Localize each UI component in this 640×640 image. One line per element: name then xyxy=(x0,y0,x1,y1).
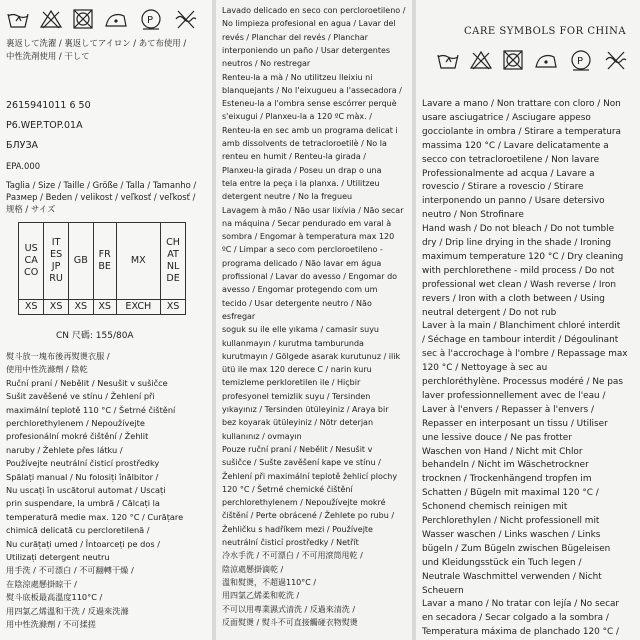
care-text-line: perchlorethylenem / Nepoužívejte xyxy=(6,418,145,428)
product-name-ru: БЛУЗА xyxy=(6,140,39,151)
size-header-us: US CA CO xyxy=(19,223,44,300)
care-text-line: Ruční praní / Nebělit / Nesušit v sušičce xyxy=(6,377,168,388)
care-text-line: Professionalmente ad acqua / Lavare a xyxy=(422,168,595,179)
iron-low-icon xyxy=(106,15,126,27)
care-text-line: Renteu-la a mà / No utilitzeu lleixiu ni xyxy=(222,72,373,82)
care-text-line: dry / Drip line drying in the shade / Ironing xyxy=(422,238,612,248)
care-text-line: Renteu-la en sec amb un programa delicat i xyxy=(222,125,398,135)
care-text-line: detergent neutre / No la fregueu xyxy=(222,192,353,202)
dry-clean-p-icon xyxy=(142,10,160,29)
care-text-line: rovescio / Stirare a rovescio / Stirare xyxy=(422,182,584,193)
care-text-line: neutrální čisticí prostředky / Netřít xyxy=(222,538,359,547)
care-text-line: esfregar xyxy=(222,311,256,321)
care-text-line: 120 °C / Šetrné chemické čištění xyxy=(222,484,353,494)
size-label-line-3: 规格 / サイズ xyxy=(6,204,56,214)
care-text-line: with perchlorethene - mild process / Do not xyxy=(422,265,615,276)
size-label-line-2: Размер / Beden / velikost / veľkosť / veľkosť / xyxy=(6,192,196,202)
dry-clean-p-icon xyxy=(572,51,590,70)
care-text-line: 溫和熨燙，不超過110°C / xyxy=(222,577,317,587)
no-tumble-dry-icon xyxy=(504,51,522,69)
care-text-line: perchloréthylène. Processus modéré / Ne pas xyxy=(422,377,623,387)
jp-care-line-2: 中性洗剤使用 / 干して xyxy=(6,51,90,61)
care-text-line: 熨斗底板最高溫度110°C / xyxy=(6,592,103,603)
care-text-line: Lavar a mano / No tratar con lejía / No secar xyxy=(422,599,620,610)
care-text-line: s'eixugui / Planxeu-la a 120 ºC màx. / xyxy=(222,112,372,122)
care-text-line: usare asciugatrice / Asciugare appeso xyxy=(422,112,591,123)
care-text-line: Laver à la main / Blanchiment chloré interdit xyxy=(422,321,621,332)
care-text-line: Nu uscați în uscătorul automat / Uscați xyxy=(6,485,166,495)
care-text-line: profesionální mokré čištění / Žehlit xyxy=(6,431,149,442)
care-text-line: 陰涼處懸掛滴乾 / xyxy=(222,564,284,574)
care-text-line: und Kleidungsstück ein Tuch legen / xyxy=(422,557,582,568)
care-text-line: 冷水手洗 / 不可漂白 / 不可用滾筒甩乾 / xyxy=(222,551,363,561)
care-icons-row xyxy=(436,48,634,70)
size-table xyxy=(18,222,186,315)
care-text-line: avesso / Engomar protegendo com um xyxy=(222,285,378,295)
cn-size: CN 尺碼: 155/80A xyxy=(56,331,134,341)
care-text-line: sombra / Engomar à temperatura max 120 xyxy=(222,232,395,242)
care-label-middle xyxy=(216,0,412,640)
care-label-right xyxy=(416,0,640,640)
jp-care-line-1: 裏返して洗濯 / 裏返してアイロン / あて布使用 / xyxy=(6,38,187,48)
epa-code: EPA.000 xyxy=(6,161,41,171)
care-text-line: Repasser en interposant un tissu / Utiliser xyxy=(422,418,608,429)
care-text-line: neutro / Non Strofinare xyxy=(422,210,524,221)
care-icons-svg xyxy=(436,48,636,72)
care-text-line: ºC / Limpar a seco com percloroetileno - xyxy=(222,245,383,255)
care-text-line: Sušit zavěšené ve stínu / Žehlení při xyxy=(6,391,155,402)
care-text-line: tela entre la peça i la planxa. / Utilitzeu xyxy=(222,178,380,188)
size-value-mx: EXCH xyxy=(116,300,161,315)
care-text-line: Hand wash / Do not bleach / Do not tumble xyxy=(422,224,615,235)
care-text-line: Pouze ruční praní / Nebělit / Nesušit v xyxy=(222,444,373,454)
care-text-line: kurutmayın / Gölgede asarak kurutunuz / ilik xyxy=(222,351,401,361)
care-text-line: Esteneu-la a l'ombra sense escórrer perquè xyxy=(222,99,397,109)
care-text-line: 反面熨燙 / 熨斗不可直接觸碰衣物熨燙 xyxy=(222,617,358,627)
care-text-line: temperatură medie max. 120 °C / Curățare xyxy=(6,511,184,522)
care-text-line: bez koyarak ütüleyiniz / Nötr deterjan xyxy=(222,418,374,428)
care-text-line: 用手洗 / 不可漂白 / 不可翻轉干燥 / xyxy=(6,565,134,576)
size-header-fr: FR BE xyxy=(93,223,116,300)
care-text-line: Lavado delicado en seco con percloroetileno / xyxy=(222,6,406,15)
size-header-ch: CH AT NL DE xyxy=(161,223,186,300)
care-text-line: Scheuern xyxy=(422,585,464,596)
care-text-line: / Séchage en tambour interdit / Dégoulinant xyxy=(422,335,619,346)
care-text-line: Schonend chemisch reinigen mit xyxy=(422,502,568,513)
care-text-line: tecido / Usar detergente neutro / Não xyxy=(222,298,372,308)
care-text-line: une lessive douce / Ne pas frotter xyxy=(422,432,572,443)
care-text-line: naruby / Žehlete přes látku / xyxy=(6,444,123,455)
care-icons-svg xyxy=(6,8,206,30)
care-text-line: temizleme perkloretilen ile / Hiçbir xyxy=(222,378,361,388)
care-text-line: revés / Planchar del revés / Planchar xyxy=(222,32,368,42)
care-text-line: kullanmayın / kurutma tamburunda xyxy=(222,338,364,348)
china-care-title: CARE SYMBOLS FOR CHINA xyxy=(464,26,627,37)
care-text-line: profissional / Lavar do avesso / Engomar do xyxy=(222,272,398,281)
iron-low-icon xyxy=(536,56,556,68)
care-text-line: sec à l'accrochage à l'ombre / Repassage max xyxy=(422,349,628,360)
size-value-us: XS xyxy=(19,300,44,315)
care-text-line: en secadora / Secar colgado a la sombra / xyxy=(422,613,609,624)
care-text-line: No limpieza profesional en agua / Lavar del xyxy=(222,19,396,29)
care-text-line: Waschen von Hand / Nicht mit Chlor xyxy=(422,446,583,457)
care-text-line: laver professionnellement avec de l'eau / xyxy=(422,390,606,401)
care-text-line: amb dissolvents de tetracloroetilè / No la xyxy=(222,139,387,148)
size-label-line-1: Taglia / Size / Taille / Größe / Talla / Tamanho / xyxy=(6,180,197,190)
care-text-line: ütü ile max 120 derece C / narin kuru xyxy=(222,365,372,375)
size-value-gb: XS xyxy=(68,300,93,315)
care-text-line: 120 °C / Nettoyage à sec au xyxy=(422,363,548,374)
size-header-gb: GB xyxy=(68,223,93,300)
care-text-line: 用四氯乙烯柔和乾洗 / xyxy=(222,591,300,601)
care-text-line: Perchlorethylen / Nicht professionell mit xyxy=(422,516,600,526)
care-text-line: renteu en humit / Renteu-la girada / xyxy=(222,152,366,162)
care-text-line: Planxeu-la girada / Poseu un drap o una xyxy=(222,165,382,175)
care-text-line: gocciolante in ombra / Stirare a temperatura xyxy=(422,126,621,137)
care-text-line: Lavagem à mão / Não usar lixívia / Não secar xyxy=(222,205,404,215)
care-text-line: bügeln / Zum Bügeln zwischen Bügeleisen xyxy=(422,543,611,554)
care-text-line: Žehličku s hadříkem mezi / Používejte xyxy=(222,524,373,534)
care-icons-row xyxy=(6,8,206,30)
no-bleach-icon xyxy=(41,11,61,28)
care-text-line: yıkayınız / Tersinden ütüleyiniz / Araya bir xyxy=(222,405,389,414)
care-text-line: neutros / No restregar xyxy=(222,59,311,69)
care-text-line: profesyonel temizlik suyu / Tersinden xyxy=(222,391,371,401)
no-tumble-dry-icon xyxy=(74,10,92,28)
care-label-left xyxy=(0,0,212,640)
care-text-line: Temperatura máxima de planchado 120 °C / xyxy=(422,627,620,638)
size-header-mx: MX xyxy=(116,223,161,300)
care-text-line: 在陰涼處懸掛晾干 / xyxy=(6,578,77,589)
svg-text:P: P xyxy=(147,15,154,26)
care-text-line: Žehlení při maximální teplotě žehlicí plochy xyxy=(222,471,398,481)
care-text-line: Používejte neutrální čisticí prostředky xyxy=(6,458,160,469)
care-text-line: Schatten / Bügeln mit maximal 120 °C / xyxy=(422,488,599,499)
care-text-line: 使用中性洗滌劑 / 陰乾 xyxy=(6,364,88,375)
care-text-line: Lavare a mano / Non trattare con cloro / Non xyxy=(422,99,621,109)
care-text-line: sušičce / Sušte zavěšení kape ve stínu / xyxy=(222,458,381,468)
care-text-line: trocknen / Trockenhängend tropfen im xyxy=(422,474,592,485)
size-value-it: XS xyxy=(44,300,68,315)
care-text-line: 熨斗放一塊布後再熨燙衣服 / xyxy=(6,351,110,361)
care-text-line: 用中性洗滌劑 / 不可揉搓 xyxy=(6,619,96,629)
care-text-line: Laver à l'envers / Repasser à l'envers / xyxy=(422,404,594,415)
no-bleach-icon xyxy=(471,52,491,69)
no-wring-icon xyxy=(606,52,626,69)
product-code: 2615941011 6 50 xyxy=(6,100,91,111)
care-text-line: secco con tetracloroetilene / Non lavare xyxy=(422,154,600,165)
hand-wash-icon xyxy=(438,55,458,68)
size-header-it: IT ES JP RU xyxy=(44,223,68,300)
svg-text:P: P xyxy=(577,56,584,67)
care-text-line: programa delicado / Não lavar em água xyxy=(222,258,382,268)
care-text-line: interponiendo un paño / Usar detergentes xyxy=(222,45,391,55)
care-text-line: revers / Iron with a cloth between / Using xyxy=(422,293,605,304)
care-text-line: na máquina / Secar pendurado em varal à xyxy=(222,218,392,228)
no-wring-icon xyxy=(176,11,196,28)
care-text-line: 用四氯乙烯溫和干洗 / 反過來洗滌 xyxy=(6,605,129,616)
care-text-line: Spălați manual / Nu folosiți înălbitor / xyxy=(6,471,159,482)
care-text-line: massima 120 °C / Lavare delicatamente a xyxy=(422,140,609,151)
size-value-fr: XS xyxy=(93,300,116,315)
care-text-line: prin suspendare, la umbră / Călcați la xyxy=(6,498,160,509)
care-text-line: kullanınız / ovmayın xyxy=(222,431,302,441)
care-text-line: Neutrale Waschmittel verwenden / Nicht xyxy=(422,571,602,582)
care-text-line: maximální teplotě 110 °C / Šetrné čištění xyxy=(6,404,176,415)
care-text-line: chimică delicată cu percloretilenă / xyxy=(6,525,150,536)
model-code: P6.WEP.TOP.01A xyxy=(6,120,83,131)
care-text-line: Wasser waschen / Links waschen / Links xyxy=(422,529,601,540)
care-text-line: professional wet clean / Wash reverse / Iron xyxy=(422,279,616,290)
care-text-line: neutral detergent / Do not rub xyxy=(422,307,557,318)
care-text-line: 不可以用專業濕式清洗 / 反過來清洗 / xyxy=(222,604,356,614)
care-text-line: blanquejants / No l'eixugueu a l'assecadora / xyxy=(222,85,402,95)
care-text-line: čištění / Perte obrácené / Žehlete po rubu / xyxy=(222,511,395,521)
care-text-line: Nu curățați umed / Întoarceți pe dos / xyxy=(6,538,160,549)
hand-wash-icon xyxy=(8,14,28,27)
care-text-line: behandeln / Nicht im Wäschetrockner xyxy=(422,460,589,471)
care-text-line: interponendo un panno / Usare detersivo xyxy=(422,196,605,207)
size-value-ch: XS xyxy=(161,300,186,315)
care-text-line: Utilizați detergent neutru xyxy=(6,552,110,562)
care-text-line: soguk su ile elle yıkama / camasir suyu xyxy=(222,325,379,335)
care-text-line: perchlorethylenem / Nepoužívejte mokré xyxy=(222,498,386,508)
care-text-line: maximum temperature 120 °C / Dry cleaning xyxy=(422,251,624,262)
